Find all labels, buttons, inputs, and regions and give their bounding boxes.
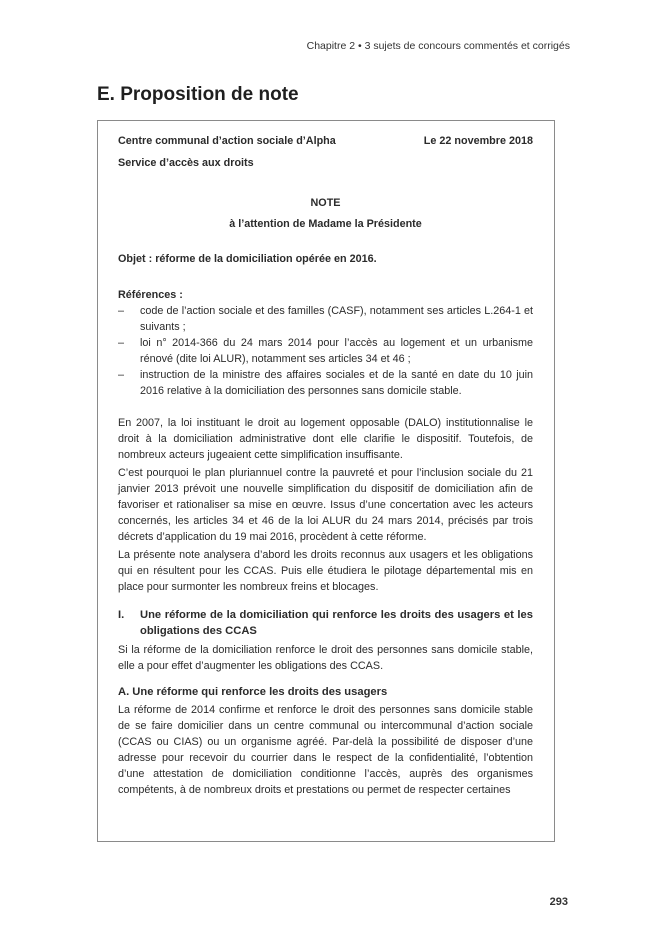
body-paragraph: En 2007, la loi instituant le droit au logement opposable (DALO) institutionnalise le droit à la domiciliation administrative dont elle clarifie le dispositif. Toutefois, de nombreux acteurs jugeaient cette simplification insuffisante. xyxy=(118,417,533,461)
part-heading xyxy=(118,607,533,639)
body-paragraph: La présente note analysera d’abord les droits reconnus aux usagers et les obligations qui en résultent pour les CCAS. Puis elle étudiera le pilotage départemental mis en place pour surmonter les nombreux freins et blocages. xyxy=(118,549,533,593)
reference-text: loi n° 2014-366 du 24 mars 2014 pour l’accès au logement et un urbanisme rénové (dite loi ALUR), notamment ses articles 34 et 46 ; xyxy=(140,337,533,365)
part-title: Une réforme de la domiciliation qui renforce les droits des usagers et les obligations des CCAS xyxy=(140,609,533,637)
note-recipient: à l’attention de Madame la Présidente xyxy=(229,218,422,230)
list-dash: – xyxy=(118,305,125,317)
reference-item xyxy=(118,335,533,367)
page-number: 293 xyxy=(549,896,568,908)
references-list xyxy=(118,303,533,399)
reference-text: code de l’action sociale et des familles (CASF), notamment ses articles L.264-1 et suivants ; xyxy=(140,305,533,333)
organization-name: Centre communal d’action sociale d’Alpha xyxy=(118,135,336,147)
note-label: NOTE xyxy=(310,197,341,209)
subpart-heading: A. Une réforme qui renforce les droits des usagers xyxy=(118,686,388,698)
note-object: Objet : réforme de la domiciliation opérée en 2016. xyxy=(118,253,377,265)
body-paragraph: C’est pourquoi le plan pluriannuel contre la pauvreté et pour l’inclusion sociale du 21 janvier 2013 prévoit une nouvelle simplification du dispositif de domiciliation afin de favoriser et rationaliser sa mise en œuvre. Issus d’une concertation avec les acteurs concernés, les articles 34 et 46 de la loi ALUR du 24 mars 2014, précisés par trois décrets d’application du 19 mai 2016, procèdent à cette réforme. xyxy=(118,467,533,543)
reference-item xyxy=(118,367,533,399)
reference-item xyxy=(118,303,533,335)
references-label: Références : xyxy=(118,289,183,301)
note-header-row xyxy=(118,133,533,149)
running-header: Chapitre 2 • 3 sujets de concours commentés et corrigés xyxy=(306,40,570,52)
list-dash: – xyxy=(118,369,125,381)
reference-text: instruction de la ministre des affaires sociales et de la santé en date du 10 juin 2016 relative à la domiciliation des personnes sans domicile stable. xyxy=(140,369,533,397)
section-title: E. Proposition de note xyxy=(97,84,299,105)
service-name: Service d’accès aux droits xyxy=(118,157,254,169)
note-date: Le 22 novembre 2018 xyxy=(423,135,533,147)
part-number: I. xyxy=(118,609,125,621)
subpart-body: La réforme de 2014 confirme et renforce le droit des personnes sans domicile stable de se faire domicilier dans un centre communal ou intercommunal d’action sociale (CCAS ou CIAS) ou un organisme agréé. Par-delà la possibilité de disposer d’une adresse pour recevoir du courrier dans le respect de la confidentialité, l’obtention d’une attestation de domiciliation conditionne l’accès, auprès des organismes compétents, à de nombreux droits et prestations ou permet de respecter certaines xyxy=(118,704,533,796)
part-intro: Si la réforme de la domiciliation renforce le droit des personnes sans domicile stable, elle a pour effet d’augmenter les obligations des CCAS. xyxy=(118,644,533,672)
list-dash: – xyxy=(118,337,125,349)
note-content xyxy=(118,133,533,798)
note-box xyxy=(97,120,555,842)
